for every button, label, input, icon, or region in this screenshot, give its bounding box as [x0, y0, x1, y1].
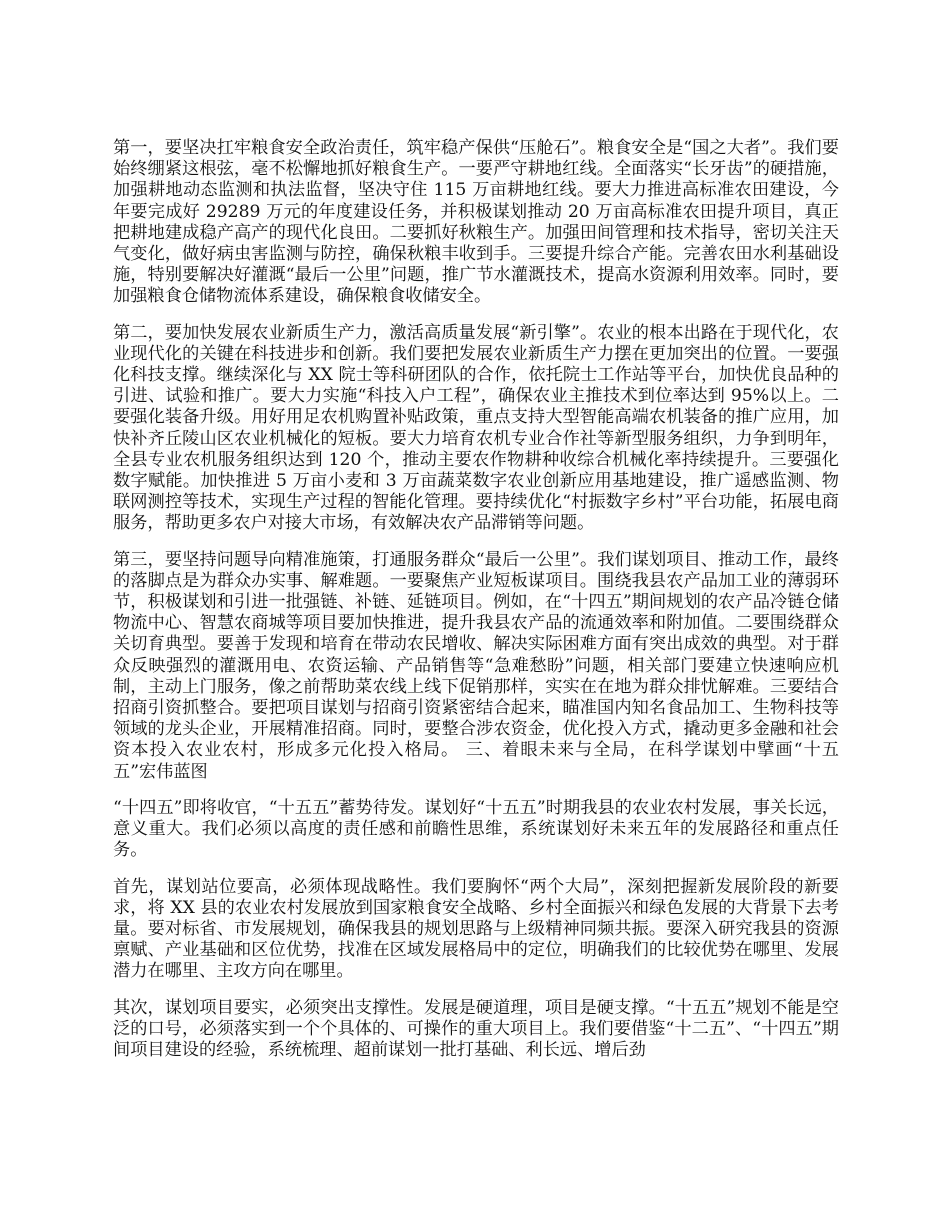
paragraph-grain-security: 第一，要坚决扛牢粮食安全政治责任，筑牢稳产保供“压舱石”。粮食安全是“国之大者”。我们要始终绷紧这根弦，毫不松懈地抓好粮食生产。一要严守耕地红线。全面落实“长牙齿”的硬措施，加强耕地动态监测和执法监督，坚决守住 115 万亩耕地红线。要大力推进高标准农田建设，今年要完成好 29289 万元的年度建设任务，并积极谋划推动 20 万亩高标准农田提升项目，真正把耕地建成稳产高产的现代化良田。二要抓好秋粮生产。加强田间管理和技术指导，密切关注天气变化，做好病虫害监测与防控，确保秋粮丰收到手。三要提升综合产能。完善农田水利基础设施，特别要解决好灌溉“最后一公里”问题，推广节水灌溉技术，提高水资源利用效率。同时，要加强粮食仓储物流体系建设，确保粮食收储安全。	[113, 138, 839, 307]
paragraph-fifteenth-plan-intro: “十四五”即将收官，“十五五”蓄势待发。谋划好“十五五”时期我县的农业农村发展，事关长远，意义重大。我们必须以高度的责任感和前瞻性思维，系统谋划好未来五年的发展路径和重点任务。	[113, 797, 839, 861]
paragraph-new-productivity: 第二，要加快发展农业新质生产力，激活高质量发展“新引擎”。农业的根本出路在于现代化，农业现代化的关键在科技进步和创新。我们要把发展农业新质生产力摆在更加突出的位置。一要强化科技支撑。继续深化与 XX 院士等科研团队的合作，依托院士工作站等平台，加快优良品种的引进、试验和推广。要大力实施“科技入户工程”，确保农业主推技术到位率达到 95%以上。二要强化装备升级。用好用足农机购置补贴政策，重点支持大型智能高端农机装备的推广应用，加快补齐丘陵山区农业机械化的短板。要大力培育农机专业合作社等新型服务组织，力争到明年，全县专业农机服务组织达到 120 个，推动主要农作物耕种收综合机械化率持续提升。三要强化数字赋能。加快推进 5 万亩小麦和 3 万亩蔬菜数字农业创新应用基地建设，推广遥感监测、物联网测控等技术，实现生产过程的智能化管理。要持续优化“村振数字乡村”平台功能，拓展电商服务，帮助更多农户对接大市场，有效解决农产品滞销等问题。	[113, 322, 839, 534]
paragraph-strategic-positioning: 首先，谋划站位要高，必须体现战略性。我们要胸怀“两个大局”，深刻把握新发展阶段的新要求，将 XX 县的农业农村发展放到国家粮食安全战略、乡村全面振兴和绿色发展的大背景下去考量。要对标省、市发展规划，确保我县的规划思路与上级精神同频共振。要深入研究我县的资源禀赋、产业基础和区位优势，找准在区域发展格局中的定位，明确我们的比较优势在哪里、发展潜力在哪里、主攻方向在哪里。	[113, 876, 839, 982]
paragraph-problem-oriented: 第三，要坚持问题导向精准施策，打通服务群众“最后一公里”。我们谋划项目、推动工作，最终的落脚点是为群众办实事、解难题。一要聚焦产业短板谋项目。围绕我县农产品加工业的薄弱环节，积极谋划和引进一批强链、补链、延链项目。例如，在“十四五”期间规划的农产品冷链仓储物流中心、智慧农商城等项目要加快推进，提升我县农产品的流通效率和附加值。二要围绕群众关切育典型。要善于发现和培育在带动农民增收、解决实际困难方面有突出成效的典型。对于群众反映强烈的灌溉用电、农资运输、产品销售等“急难愁盼”问题，相关部门要建立快速响应机制，主动上门服务，像之前帮助菜农线上线下促销那样，实实在在地为群众排忧解难。三要结合招商引资抓整合。要把项目谋划与招商引资紧密结合起来，瞄准国内知名食品加工、生物科技等领域的龙头企业，开展精准招商。同时，要整合涉农资金，优化投入方式，撬动更多金融和社会资本投入农业农村，形成多元化投入格局。 三、着眼未来与全局，在科学谋划中擘画“十五五”宏伟蓝图	[113, 549, 839, 782]
paragraph-project-support: 其次，谋划项目要实，必须突出支撑性。发展是硬道理，项目是硬支撑。“十五五”规划不能是空泛的口号，必须落实到一个个具体的、可操作的重大项目上。我们要借鉴“十二五”、“十四五”期间项目建设的经验，系统梳理、超前谋划一批打基础、利长远、增后劲	[113, 997, 839, 1060]
document-page	[113, 138, 839, 1076]
